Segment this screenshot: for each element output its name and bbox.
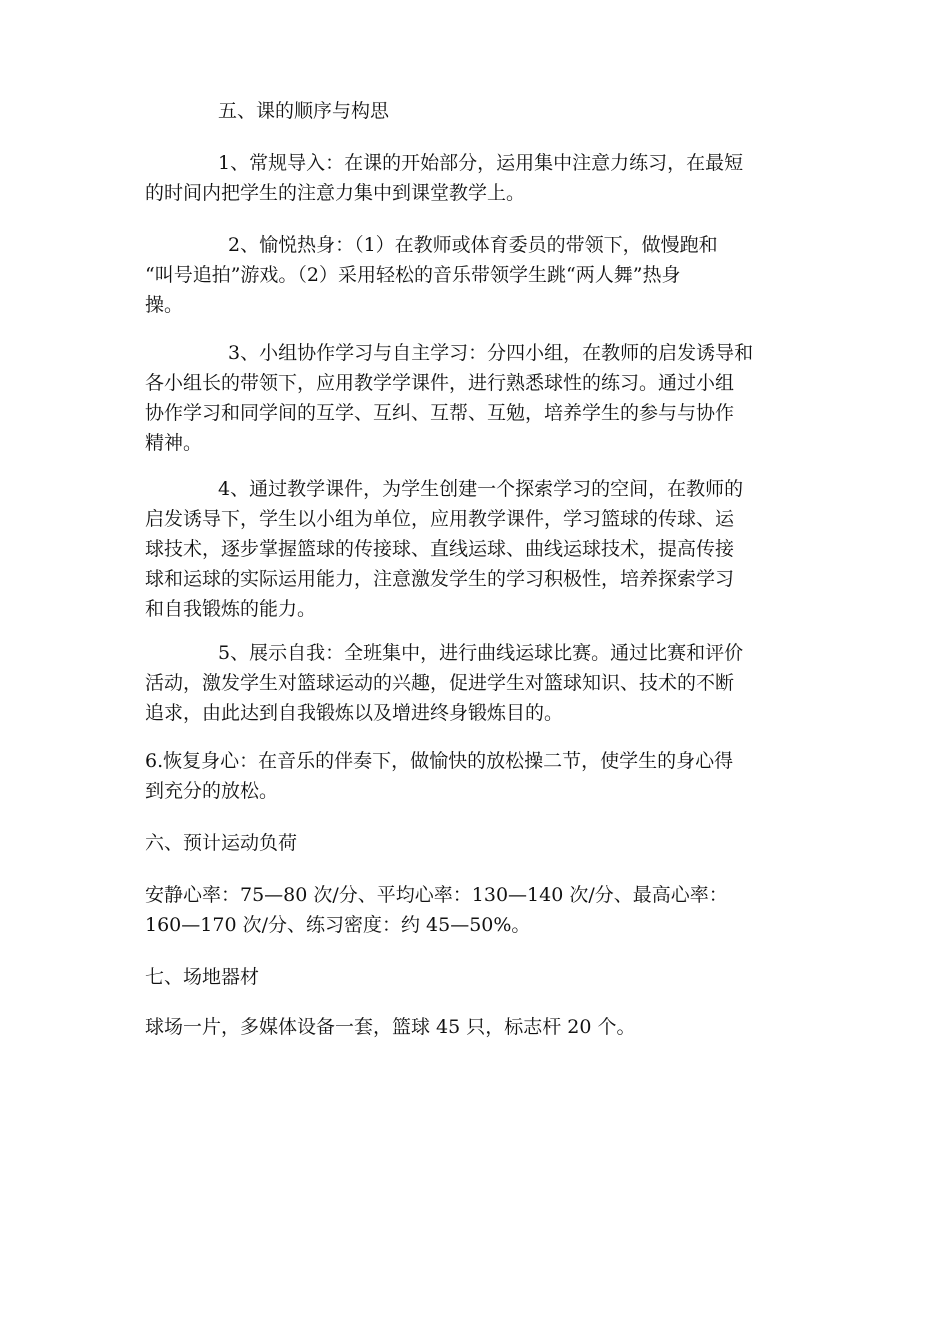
item-3-paragraph	[145, 338, 795, 458]
heading-text: 五、课的顺序与构思	[218, 100, 390, 122]
paragraph-line: 到充分的放松。	[145, 780, 279, 802]
paragraph-line: 1、常规导入：在课的开始部分，运用集中注意力练习，在最短	[218, 152, 744, 174]
paragraph-line: 追求，由此达到自我锻炼以及增进终身锻炼目的。	[145, 702, 564, 724]
item-6-paragraph	[145, 746, 795, 806]
paragraph-line: 球场一片，多媒体设备一套，篮球 45 只，标志杆 20 个。	[145, 1016, 636, 1038]
paragraph-line: 和自我锻炼的能力。	[145, 598, 317, 620]
section6-paragraph	[145, 880, 795, 940]
paragraph-line: 启发诱导下，学生以小组为单位，应用教学课件，学习篮球的传球、运	[145, 508, 735, 530]
item-2-paragraph	[145, 230, 795, 320]
paragraph-line: 5、展示自我：全班集中，进行曲线运球比赛。通过比赛和评价	[218, 642, 744, 664]
item-5-paragraph	[145, 638, 795, 728]
section5-heading	[145, 96, 795, 126]
section7-heading	[145, 962, 795, 992]
paragraph-line: 3、小组协作学习与自主学习：分四小组，在教师的启发诱导和	[228, 342, 754, 364]
paragraph-line: 球和运球的实际运用能力，注意激发学生的学习积极性，培养探索学习	[145, 568, 735, 590]
paragraph-line: 活动，激发学生对篮球运动的兴趣，促进学生对篮球知识、技术的不断	[145, 672, 735, 694]
paragraph-line: 精神。	[145, 432, 203, 454]
paragraph-line: 4、通过教学课件，为学生创建一个探索学习的空间，在教师的	[218, 478, 744, 500]
paragraph-line: 的时间内把学生的注意力集中到课堂教学上。	[145, 182, 526, 204]
item-4-paragraph	[145, 474, 795, 624]
paragraph-line: 协作学习和同学间的互学、互纠、互帮、互勉，培养学生的参与与协作	[145, 402, 735, 424]
section7-paragraph	[145, 1012, 795, 1042]
paragraph-line: 安静心率：75—80 次/分、平均心率：130—140 次/分、最高心率：	[145, 884, 728, 906]
heading-text: 七、场地器材	[145, 966, 260, 988]
paragraph-line: “叫号追拍”游戏。（2）采用轻松的音乐带领学生跳“两人舞”热身	[145, 264, 681, 286]
paragraph-line: 2、愉悦热身：（1）在教师或体育委员的带领下，做慢跑和	[228, 234, 718, 256]
paragraph-line: 各小组长的带领下，应用教学学课件，进行熟悉球性的练习。通过小组	[145, 372, 735, 394]
paragraph-line: 操。	[145, 294, 184, 316]
heading-text: 六、预计运动负荷	[145, 832, 298, 854]
paragraph-line: 6.恢复身心：在音乐的伴奏下，做愉快的放松操二节，使学生的身心得	[145, 750, 734, 772]
item-1-paragraph	[145, 148, 795, 208]
section6-heading	[145, 828, 795, 858]
paragraph-line: 160—170 次/分、练习密度：约 45—50%。	[145, 914, 531, 936]
paragraph-line: 球技术，逐步掌握篮球的传接球、直线运球、曲线运球技术，提高传接	[145, 538, 735, 560]
